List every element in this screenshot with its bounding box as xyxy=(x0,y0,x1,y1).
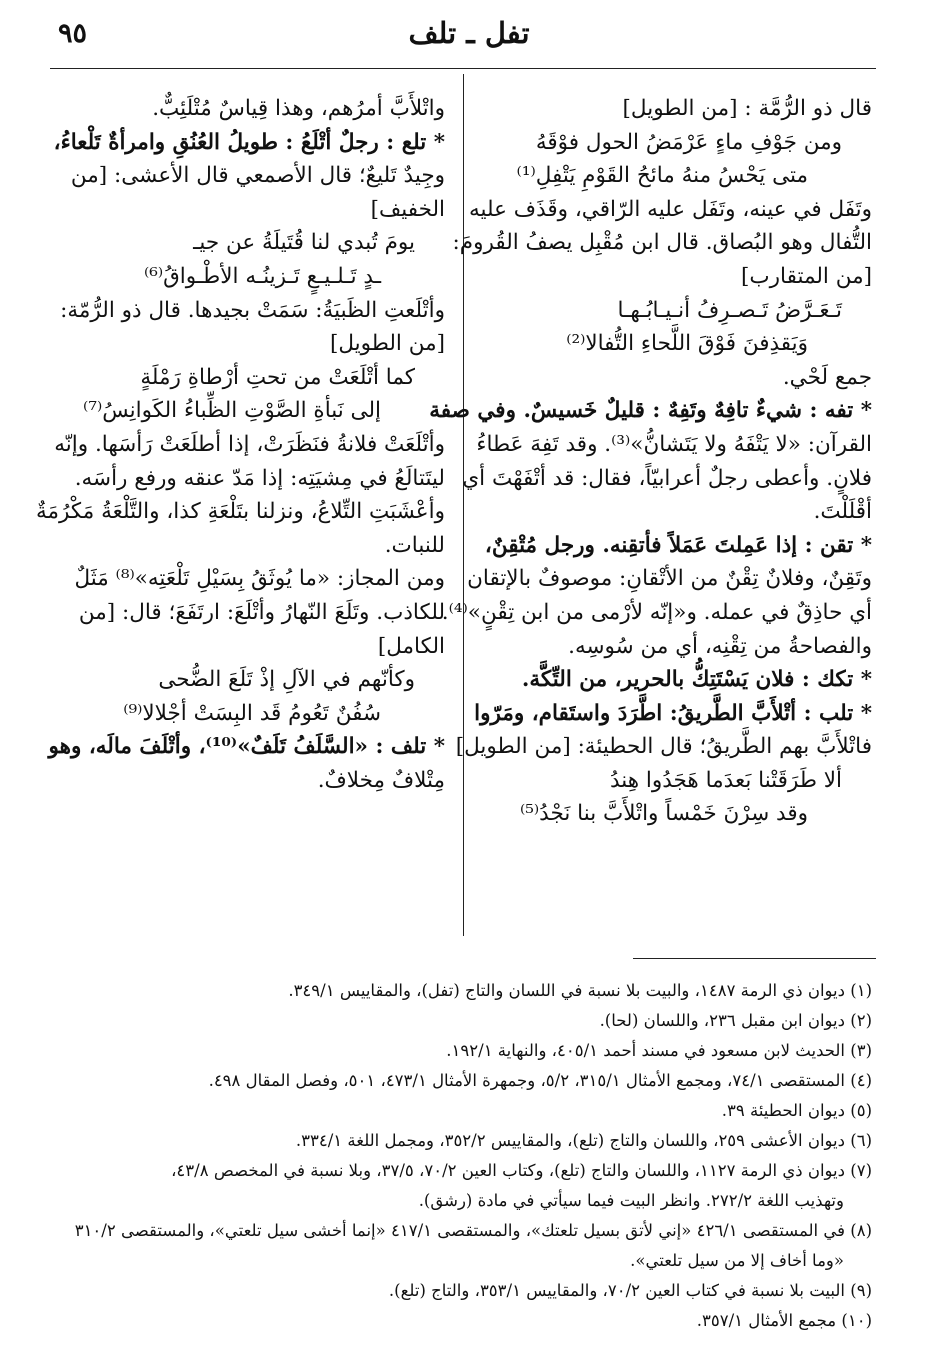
footnote: (١٠) مجمع الأمثال ٣٥٧/١. xyxy=(696,1311,872,1330)
verse-line: إلى نَبأةِ الصَّوْتِ الظِّباءُ الكَوانِسُ⁽⁷⁾ xyxy=(83,398,381,424)
footnote: «وما أخاف إلا من سيل تلعتي». xyxy=(630,1251,844,1270)
footnote: وتهذيب اللغة ٢٧٢/٢. وانظر البيت فيما سيأتي في مادة (رشق). xyxy=(418,1191,844,1210)
entry-line: * تقن : إذا عَمِلتَ عَمَلاً فأتقِنه. ورجل مُتْقِنٌ، xyxy=(484,532,872,558)
footnote: (٤) المستقصى ٧٤/١، ومجمع الأمثال ٣١٥/١، ٥/٢، وجمهرة الأمثال ٤٧٣/١، ٥٠١، وفصل المقال ٤٩٨. xyxy=(208,1071,872,1090)
text-line: وأتْلَعتِ الظَبيَةُ: سَمَتْ بجيدها. قال ذو الرُّمّة: xyxy=(60,297,445,323)
verse-line: متى يَحْسُ منهُ مائحُ القَوْمِ يَتْفِلِ⁽¹⁾ xyxy=(516,163,808,189)
text-line: للكاذب. وتَلَعَ النّهارُ وأتْلَعَ: ارتَفَعَ؛ قال: [من xyxy=(78,599,445,625)
text-line: فاتْلأَبَّ بهم الطَّريقُ؛ قال الحطيئة: [من الطويل] xyxy=(455,734,872,760)
footnote: (٢) ديوان ابن مقبل ٢٣٦، واللسان (لحا). xyxy=(599,1011,872,1030)
footnote: (٥) ديوان الحطيئة ٣٩. xyxy=(721,1101,872,1120)
text-line: وأعْشَبَتِ التِّلاعُ، ونزلنا بتَلْعَةِ كذا، والتَّلْعَةُ مَكْرُمَةٌ xyxy=(35,499,445,525)
footnote: (١) ديوان ذي الرمة ١٤٨٧، والبيت بلا نسبة في اللسان والتاج (تفل)، والمقاييس ٣٤٩/١. xyxy=(288,981,872,1000)
footnote: (٦) ديوان الأعشى ٢٥٩، واللسان والتاج (تلع)، والمقاييس ٣٥٢/٢، ومجمل اللغة ٣٣٤/١. xyxy=(295,1131,872,1150)
right-column xyxy=(429,92,872,831)
footnote: (٩) البيت بلا نسبة في كتاب العين ٧٠/٢، والمقاييس ٣٥٣/١، والتاج (تلع). xyxy=(388,1281,872,1300)
footnote: (٧) ديوان ذي الرمة ١١٢٧، واللسان والتاج (تلع)، وكتاب العين ٧٠/٢، ٣٧/٥، وبلا نسبة في المخصص ٤٣/٨، xyxy=(171,1161,872,1180)
text-line: والفصاحةُ من تِقْنِه، أي من سُوسِه. xyxy=(568,633,872,659)
verse-line: وقد سِرْنَ خَمْساً واتْلأَبَّ بنا نَجْدُ⁽⁵⁾ xyxy=(520,801,808,827)
text-line: فلانٍ. وأعطى رجلٌ أعرابيّاً، فقال: قد أتْفَهْتَ أي xyxy=(462,465,872,491)
left-column xyxy=(35,92,445,797)
text-line: جمع لَحْي. xyxy=(782,364,872,390)
text-line: وتَقِنٌ، وفلانٌ تِقْنٌ من الأتْقانِ: موصوفٌ بالإتقان xyxy=(467,566,872,592)
text-line: ومن المجاز: «ما يُوثَقُ بِسَيْلِ تَلْعَتِه»⁽⁸⁾ مَثَلٌ xyxy=(74,566,445,592)
verse-line: يومَ تُبدي لنا قُتَيلَةُ عن جيـ xyxy=(193,230,415,256)
entry-line: * تلف : «السَّلَفُ تَلَفٌ»⁽¹⁰⁾، وأتْلَفَ مالَه، وهو xyxy=(48,734,445,760)
text-line: وجِيدٌ تَليعٌ؛ قال الأصمعي قال الأعشى: [من xyxy=(70,163,445,189)
text-line: قال ذو الرُّمَّة : [من الطويل] xyxy=(622,96,872,121)
text-line: [من الطويل] xyxy=(329,331,445,357)
verse-line: وكأنّهم في الآلِ إذْ تَلَعَ الضُّحى xyxy=(158,667,415,693)
text-line: وأتْلَعَتْ فلانةُ فنَظَرَتْ، إذا أطلَعَتْ رَأسَها. وإنّه xyxy=(54,431,445,457)
entry-line: * تفه : شيءٌ تافِهٌ وتَفِهٌ : قليلٌ خَسيسٌ. وفي صفة xyxy=(429,398,872,424)
text-line: أقْلَلْتَ. xyxy=(813,499,872,525)
text-line: الكامل] xyxy=(377,633,445,659)
text-line: الخفيف] xyxy=(370,196,445,222)
verse-line: تَـعَـرَّضُ تَـصـرِفُ أنـيـابُـهـا xyxy=(617,297,842,323)
header-rule xyxy=(50,68,876,69)
text-line: التُّفال وهو البُصاق. قال ابن مُقْبِل يصفُ القُرومَ: xyxy=(452,230,872,256)
text-line: وتَفَل في عينه، وتَفَل عليه الرّاقي، وقَذَف عليه xyxy=(468,196,872,222)
entry-line: * تكك : فلان يَسْتَتِكُّ بالحرير، من التِّكَّة. xyxy=(521,667,872,693)
text-line: للنبات. xyxy=(384,532,445,558)
footnotes xyxy=(42,976,872,1336)
text-line: أي حاذِقٌ في عمله. و«إنّه لأرْمى من ابن تِقْنٍ»⁽⁴⁾. xyxy=(441,599,872,625)
entry-line: * تلع : رجلٌ أتْلَعُ : طويلُ العُنُقِ وامرأةٌ تَلْعاءُ، xyxy=(53,129,445,155)
page-number: ٩٥ xyxy=(58,18,88,49)
verse-line: سُفُنٌ تَعُومُ قَد البِسَتْ أجْلالا⁽⁹⁾ xyxy=(123,700,381,726)
text-line: مِتْلافٌ مِخلافٌ. xyxy=(317,767,445,793)
footnote-rule xyxy=(633,958,876,959)
page-title: تفل ـ تلف xyxy=(408,16,530,50)
text-line: ليتَتالَعُ في مِشيَتِه: إذا مَدّ عنقه ورفع رأسَه. xyxy=(74,465,445,491)
verse-line: ومن جَوْفِ ماءٍ عَرْمَضُ الحول فوْقَهُ xyxy=(535,129,842,155)
verse-line: ـدٍ تَـلـيـعٍ تَـزينُـه الأطْـواقُ⁽⁶⁾ xyxy=(143,263,381,289)
verse-line: وَيَقذِفنَ فَوْقَ اللَّحاءِ التُّفالا⁽²⁾ xyxy=(566,331,808,357)
column-divider xyxy=(463,74,464,936)
text-line: القرآن: «لا يَتْفَهُ ولا يَتَشانُّ»⁽³⁾. وقد تَفِهَ عَطاءُ xyxy=(476,431,872,457)
footnote: (٣) الحديث لابن مسعود في مسند أحمد ٤٠٥/١، والنهاية ١٩٢/١. xyxy=(446,1041,872,1060)
entry-line: * تلب : أتْلأَبَّ الطَّريقُ: اطَّرَدَ واستَقام، ومَرّوا xyxy=(474,700,872,726)
verse-line: ألا طَرَقَتْنا بَعدَما هَجَدُوا هِندُ xyxy=(609,767,842,793)
text-line: [من المتقارب] xyxy=(741,263,872,289)
footnote: (٨) في المستقصى ٤٢٦/١ «إني لأتق بسيل تلعتك»، والمستقصى ٤١٧/١ «إنما أخشى سيل تلعتي»، والمستقصى ٣١٠/٢ xyxy=(74,1221,872,1240)
verse-line: كما أتْلَعَتْ من تحتِ أرْطاةِ رَمْلَةٍ xyxy=(140,364,415,390)
text-line: واتْلأَبَّ أمرُهم، وهذا قِياسٌ مُتْلَئِبٌّ. xyxy=(152,96,445,121)
